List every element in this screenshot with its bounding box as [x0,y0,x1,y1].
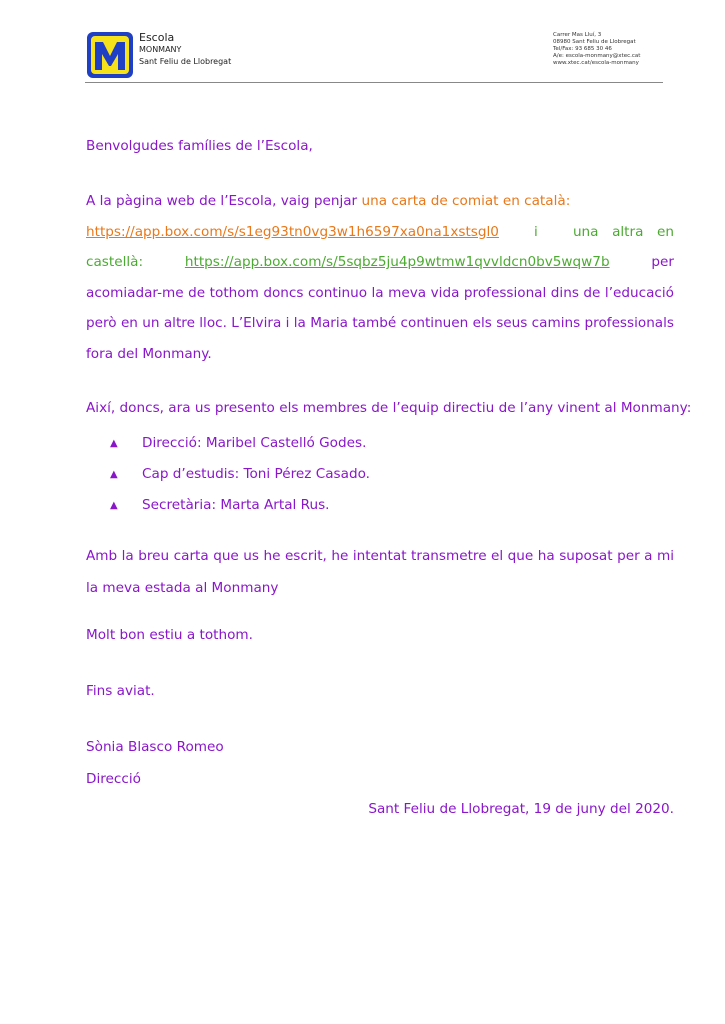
contact-phone: Tel/Fax: 93 685 30 46 [553,46,612,52]
signature-role: Direcció [86,771,141,787]
school-logo-icon [85,30,135,80]
farewell: Fins aviat. [86,683,155,699]
team-member: Cap d’estudis: Toni Pérez Casado. [142,466,370,482]
signature-name: Sònia Blasco Romeo [86,739,224,755]
school-name [139,32,231,68]
contact-website[interactable]: www.xtec.cat/escola-monmany [553,60,639,66]
contact-address: Carrer Mas Lluí, 3 [553,32,602,38]
catalan-letter-label: una carta de comiat en català: [361,193,571,209]
paragraph-links [86,186,674,369]
contact-block [553,32,663,67]
p1-intro: A la pàgina web de l’Escola, vaig penjar [86,193,362,209]
spanish-letter-link[interactable]: https://app.box.com/s/5sqbz5ju4p9wtmw1qvvldcn0bv5wqw7b [184,254,610,270]
and-word: i [534,223,538,240]
team-list [110,428,370,521]
catalan-letter-link[interactable]: https://app.box.com/s/s1eg93tn0vg3w1h6597xa0na1xstsgl0 [86,223,499,240]
greeting: Benvolgudes famílies de l’Escola, [86,138,313,154]
spanish-letter-label: una altra en castellà: [86,223,674,270]
letter-date: Sant Feliu de Llobregat, 19 de juny del 2020. [368,801,674,817]
bullet-icon: ▲ [110,500,118,511]
list-item [110,459,370,490]
summer-wish: Molt bon estiu a tothom. [86,627,253,643]
bullet-icon: ▲ [110,438,118,449]
school-name-line2: MONMANY [139,45,182,54]
team-member: Secretària: Marta Artal Rus. [142,497,330,513]
team-member: Direcció: Maribel Castelló Godes. [142,435,367,451]
letterhead [85,30,663,82]
contact-email[interactable]: A/e: escola-monmany@xtec.cat [553,53,641,59]
p1-rest: per acomiadar-me de tothom doncs continuo la meva vida professional dins de l’educació però en un altre lloc. L’Elvira i la Maria també continuen els seus camins professionals fora del Monmany. [86,254,674,362]
school-name-line3: Sant Feliu de Llobregat [139,57,232,66]
list-item [110,428,370,459]
school-name-line1: Escola [139,31,175,44]
paragraph-reflection: Amb la breu carta que us he escrit, he intentat transmetre el que ha suposat per a mi la meva estada al Monmany [86,548,674,596]
list-item [110,490,370,521]
team-intro: Així, doncs, ara us presento els membres de l’equip directiu de l’any vinent al Monmany: [86,400,692,416]
header-divider [85,82,663,83]
contact-city: 08980 Sant Feliu de Llobregat [553,39,636,45]
bullet-icon: ▲ [110,469,118,480]
